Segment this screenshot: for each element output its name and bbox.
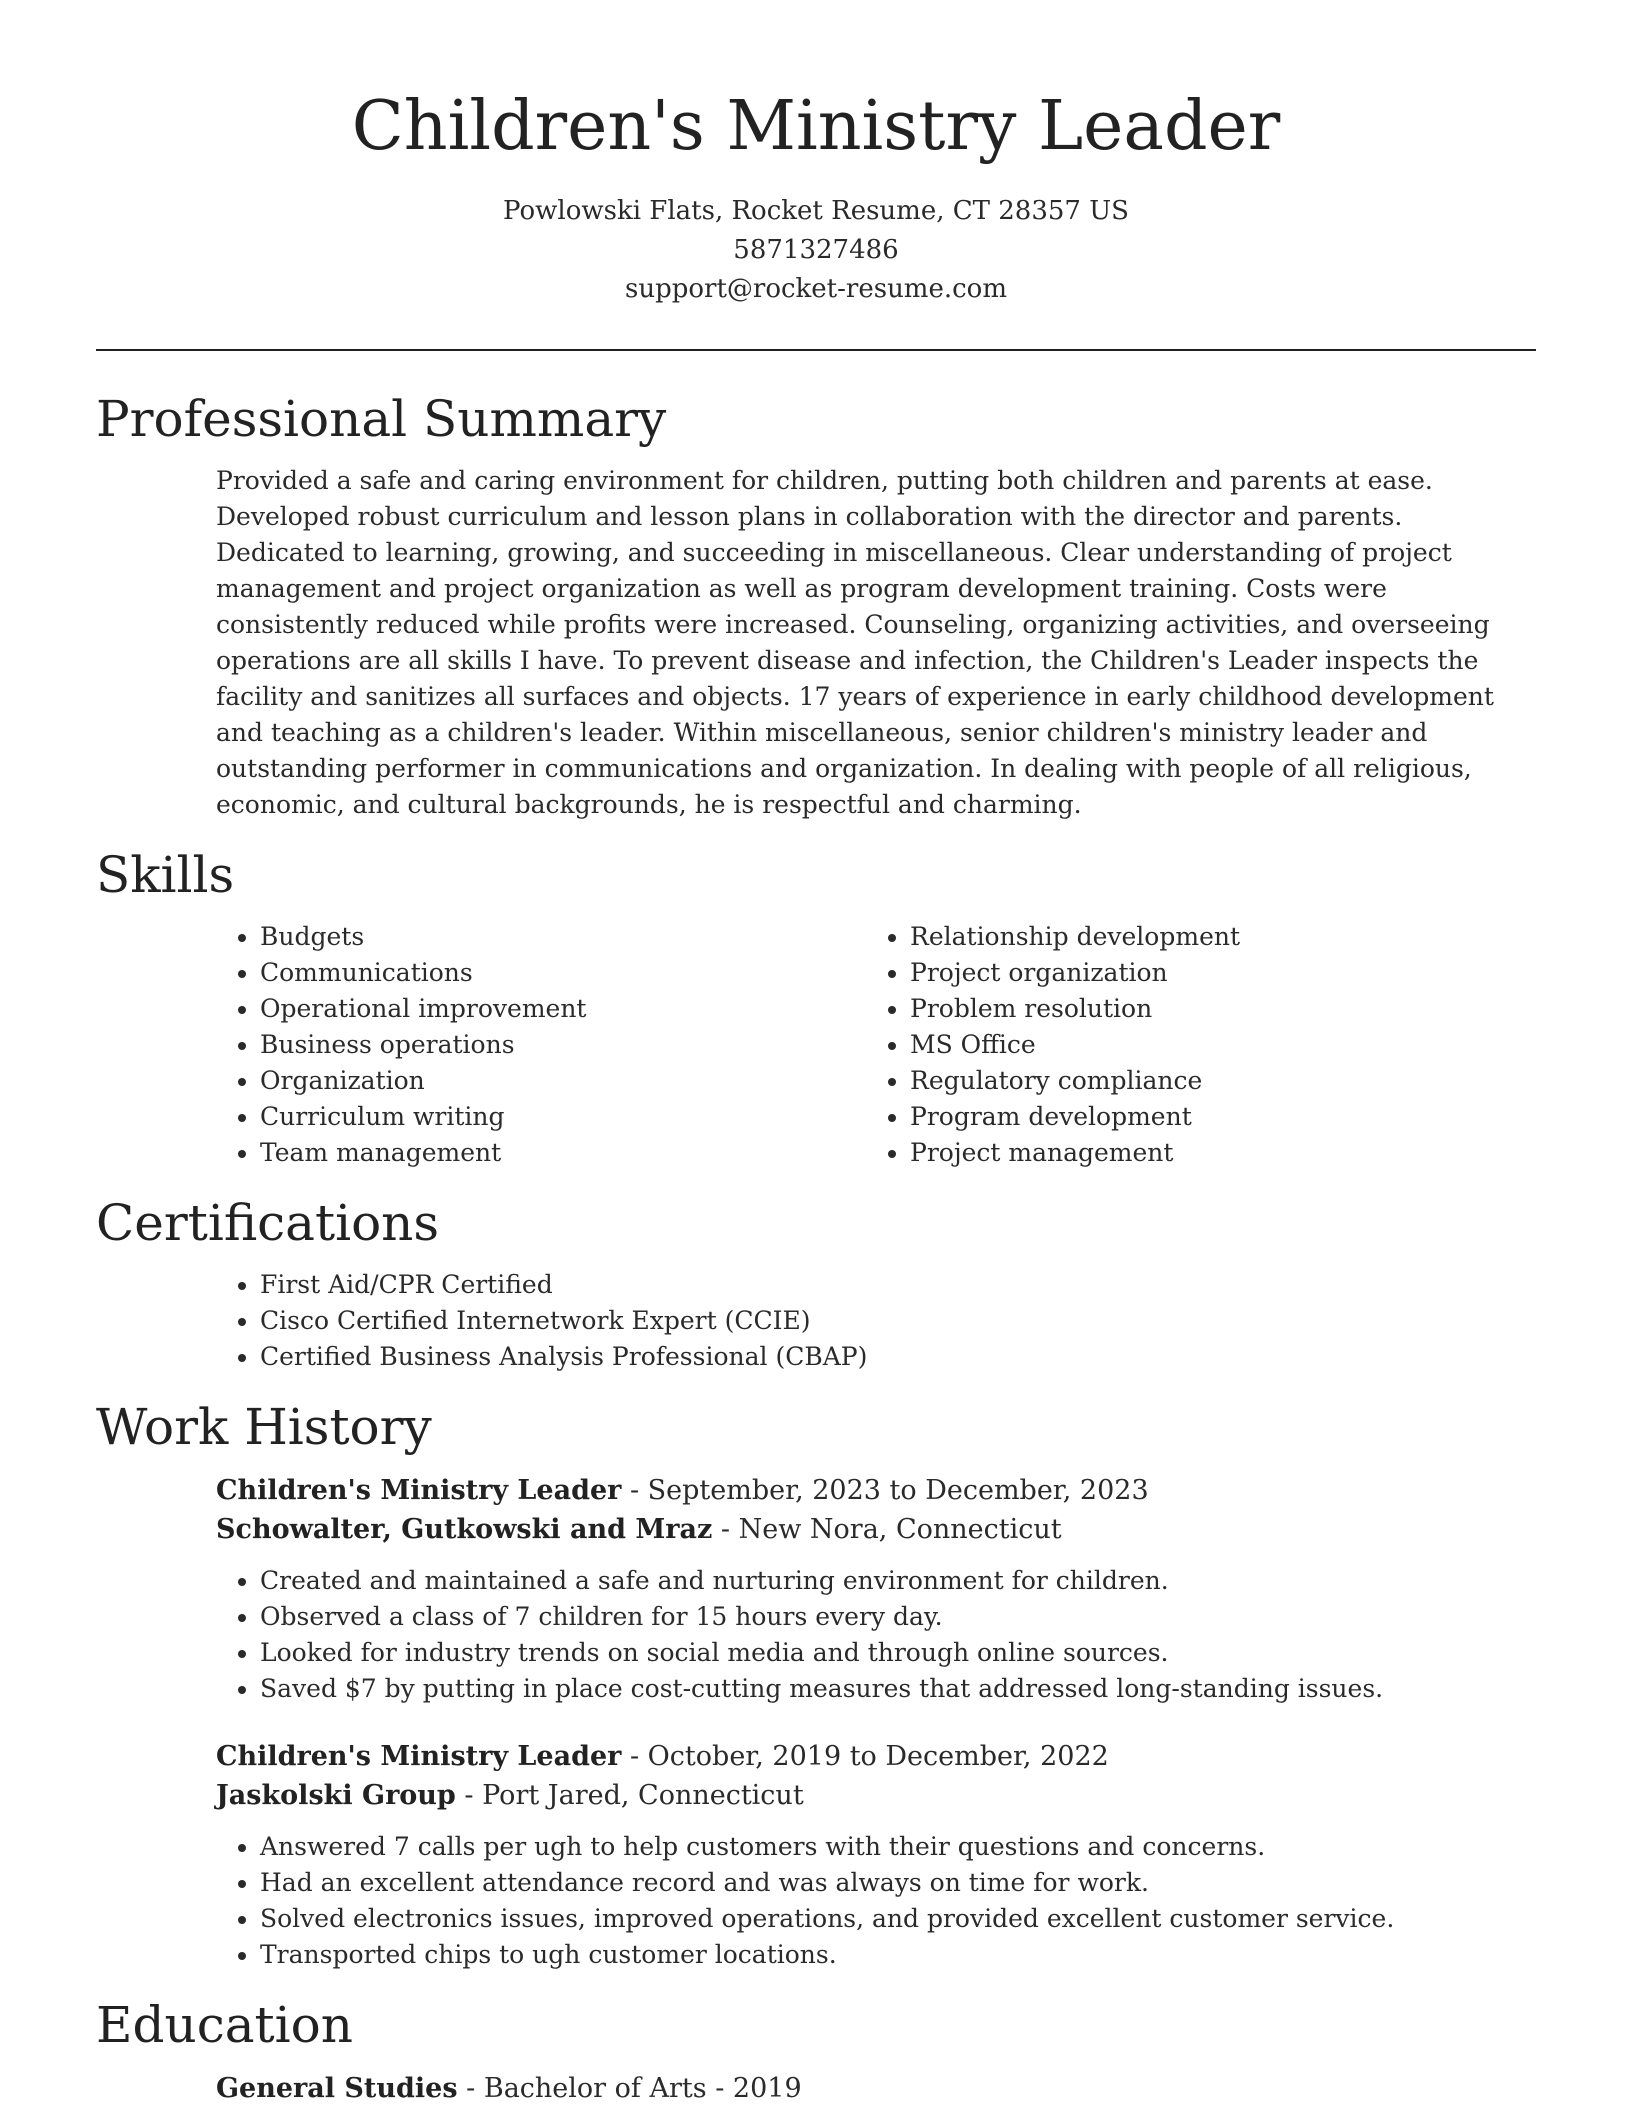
job-entry [216,1737,1536,1973]
skill-item: • Communications [260,955,866,991]
job-duties [216,1563,1536,1707]
contact-phone: 5871327486 [733,235,899,265]
certification-item: • Cisco Certified Internetwork Expert (CCIE) [260,1303,1536,1339]
job-duty: • Looked for industry trends on social media and through online sources. [260,1635,1536,1671]
header-divider [96,349,1536,351]
education-section [216,2069,1536,2108]
summary-heading: Professional Summary [96,390,667,448]
education-degree: - Bachelor of Arts [466,2073,707,2104]
job-duty: • Answered 7 calls per ugh to help customers with their questions and concerns. [260,1829,1536,1865]
skills-column-right [866,919,1516,1171]
certifications-heading: Certifications [96,1194,440,1252]
job-location: - Port Jared, Connecticut [464,1780,804,1811]
job-duty: • Saved $7 by putting in place cost-cutting measures that addressed long-standing issues. [260,1671,1536,1707]
job-duty: • Created and maintained a safe and nurturing environment for children. [260,1563,1536,1599]
job-entry [216,1471,1536,1707]
job-duty: • Transported chips to ugh customer locations. [260,1937,1536,1973]
job-company-line [216,1776,1536,1815]
skill-item: • Problem resolution [910,991,1516,1027]
resume-header [96,0,1536,309]
job-title-line [216,1471,1536,1510]
job-duty: • Observed a class of 7 children for 15 hours every day. [260,1599,1536,1635]
contact-email: support@rocket-resume.com [624,274,1007,304]
skill-item: • Project organization [910,955,1516,991]
skill-item: • Organization [260,1063,866,1099]
skills-column-left [216,919,866,1171]
resume-title: Children's Ministry Leader [351,87,1281,166]
skill-item: • Business operations [260,1027,866,1063]
job-dates: - October, 2019 to December, 2022 [629,1741,1109,1772]
education-heading: Education [96,1996,353,2054]
job-title: Children's Ministry Leader [216,1475,622,1506]
contact-info [96,192,1536,309]
contact-address: Powlowski Flats, Rocket Resume, CT 28357 US [503,196,1129,226]
skill-item: • Relationship development [910,919,1516,955]
certifications-list [216,1267,1536,1375]
skills-list [216,919,1536,1171]
certification-item: • First Aid/CPR Certified [260,1267,1536,1303]
skill-item: • Program development [910,1099,1516,1135]
skill-item: • MS Office [910,1027,1516,1063]
skill-item: • Operational improvement [260,991,866,1027]
skill-item: • Team management [260,1135,866,1171]
job-duty: • Solved electronics issues, improved operations, and provided excellent customer service. [260,1901,1536,1937]
job-title-line [216,1737,1536,1776]
work-history [216,1471,1536,1973]
education-entry [216,2069,1536,2108]
job-location: - New Nora, Connecticut [720,1514,1062,1545]
skills-heading: Skills [96,846,235,904]
work-history-heading: Work History [96,1398,432,1456]
job-title: Children's Ministry Leader [216,1741,622,1772]
job-duties [216,1829,1536,1973]
skill-item: • Budgets [260,919,866,955]
job-dates: - September, 2023 to December, 2023 [629,1475,1149,1506]
skill-item: • Regulatory compliance [910,1063,1516,1099]
education-field: General Studies [216,2073,458,2104]
summary-text: Provided a safe and caring environment for children, putting both children and parents at ease. Developed robust curriculum and lesson plans in collaboration with the director and parents. Dedicated to learning, growing, and succeeding in miscellaneous. Clear understanding of project management and project organization as well as program development training. Costs were consistently reduced while profits were increased. Counseling, organizing activities, and overseeing operations are all skills I have. To prevent disease and infection, the Children's Leader inspects the facility and sanitizes all surfaces and objects. 17 years of experience in early childhood development and teaching as a children's leader. Within miscellaneous, senior children's ministry leader and outstanding performer in communications and organization. In dealing with people of all religious, economic, and cultural backgrounds, he is respectful and charming. [216,466,1494,819]
skill-item: • Curriculum writing [260,1099,866,1135]
job-company: Jaskolski Group [216,1780,456,1811]
job-company: Schowalter, Gutkowski and Mraz [216,1514,713,1545]
job-duty: • Had an excellent attendance record and was always on time for work. [260,1865,1536,1901]
job-company-line [216,1510,1536,1549]
skill-item: • Project management [910,1135,1516,1171]
education-year: - 2019 [715,2073,802,2104]
certification-item: • Certified Business Analysis Professional (CBAP) [260,1339,1536,1375]
